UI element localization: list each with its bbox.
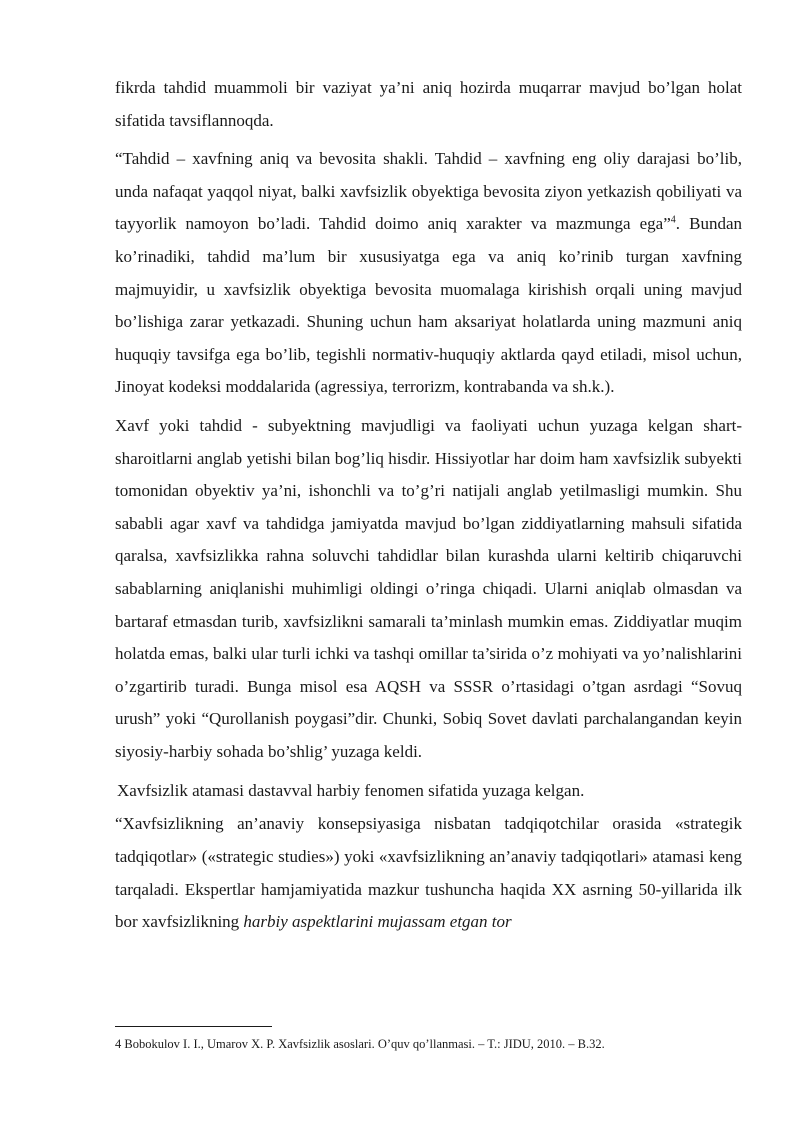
paragraph-3-text: Xavf yoki tahdid - subyektning mavjudligi va faoliyati uchun yuzaga kelgan shart-sharoitlarni anglab yetishi bilan bog’liq hisdir. Hissiyotlar har doim ham xavfsizlik subyekti tomonidan obyektiv ya’ni, ishonchli va to’g’ri natijali anglab yetilmasligi mumkin. Shu sababli agar xavf va tahdidga jamiyatda mavjud bo’lgan ziddiyatlarning mahsuli sifatida qaralsa, xavfsizlikka rahna soluvchi tahdidlar bilan kurashda ularni keltirib chiqaruvchi sabablarning aniqlanishi muhimligi oldingi o’ringa chiqadi. Ularni aniqlab olmasdan va bartaraf etmasdan turib, xavfsizlikni samarali ta’minlash mumkin emas. Ziddiyatlar muqim holatda emas, balki ular turli ichki va tashqi omillar ta’sirida o’z mohiyati va yo’nalishlarini o’zgartirib turadi. Bunga misol esa AQSH va SSSR o’rtasidagi o’tgan asrdagi “Sovuq urush” yoki “Qurollanish poygasi”dir. Chunki, Sobiq Sovet davlati parchalangandan keyin siyosiy-harbiy sohada bo’shlig’ yuzaga keldi. <box>115 415 742 761</box>
paragraph-2-text-end: . Bundan ko’rinadiki, tahdid ma’lum bir xususiyatga ega va aniq ko’rinib turgan xavfning majmuyidir, u xavfsizlik obyektiga bevosita muomalaga kirishish orqali uning mavjud bo’lishiga zarar yetkazadi. Shuning uchun ham aksariyat holatlarda uning mazmuni aniq huquqiy tavsifga ega bo’lib, tegishli normativ-huquqiy aktlarda qayd etiladi, misol uchun, Jinoyat kodeksi moddalarida (agressiya, terrorizm, kontrabanda va sh.k.). <box>115 214 742 397</box>
paragraph-2 <box>115 143 742 404</box>
paragraph-5-italic-text: harbiy aspektlarini mujassam etgan tor <box>243 912 512 932</box>
paragraph-4 <box>115 774 742 808</box>
footnote-separator <box>115 1026 272 1027</box>
paragraph-5-text: “Xavfsizlikning an’anaviy konsepsiyasiga nisbatan tadqiqotchilar orasida «strategik tadqiqotlar» («strategic studies») yoki «xavfsizlikning an’anaviy tadqiqotlari» atamasi keng tarqaladi. Ekspertlar hamjamiyatida mazkur tushuncha haqida XX asrning 50-yillarida ilk bor xavfsizlikning <box>115 814 742 932</box>
paragraph-4-text: Xavfsizlik atamasi dastavval harbiy fenomen sifatida yuzaga kelgan. <box>117 781 585 801</box>
paragraph-1 <box>115 72 742 137</box>
paragraph-3 <box>115 410 742 769</box>
paragraph-5 <box>115 808 742 938</box>
document-body <box>115 72 742 939</box>
paragraph-1-text: fikrda tahdid muammoli bir vaziyat ya’ni aniq hozirda muqarrar mavjud bo’lgan holat sifatida tavsiflannoqda. <box>115 78 742 130</box>
footnote-reference[interactable]: 4 <box>670 214 676 226</box>
footnote: 4 Bobokulov I. I., Umarov X. P. Xavfsizlik asoslari. O’quv qo’llanmasi. – T.: JIDU, 2010. – B.32. <box>115 1037 605 1051</box>
paragraph-2-text-start: “Tahdid – xavfning aniq va bevosita shakli. Tahdid – xavfning eng oliy darajasi bo’lib, unda nafaqat yaqqol niyat, balki xavfsizlik obyektiga bevosita ziyon yetkazish qobiliyati va tayyorlik namoyon bo’ladi. Tahdid doimo aniq xarakter va mazmunga ega” <box>115 149 742 234</box>
